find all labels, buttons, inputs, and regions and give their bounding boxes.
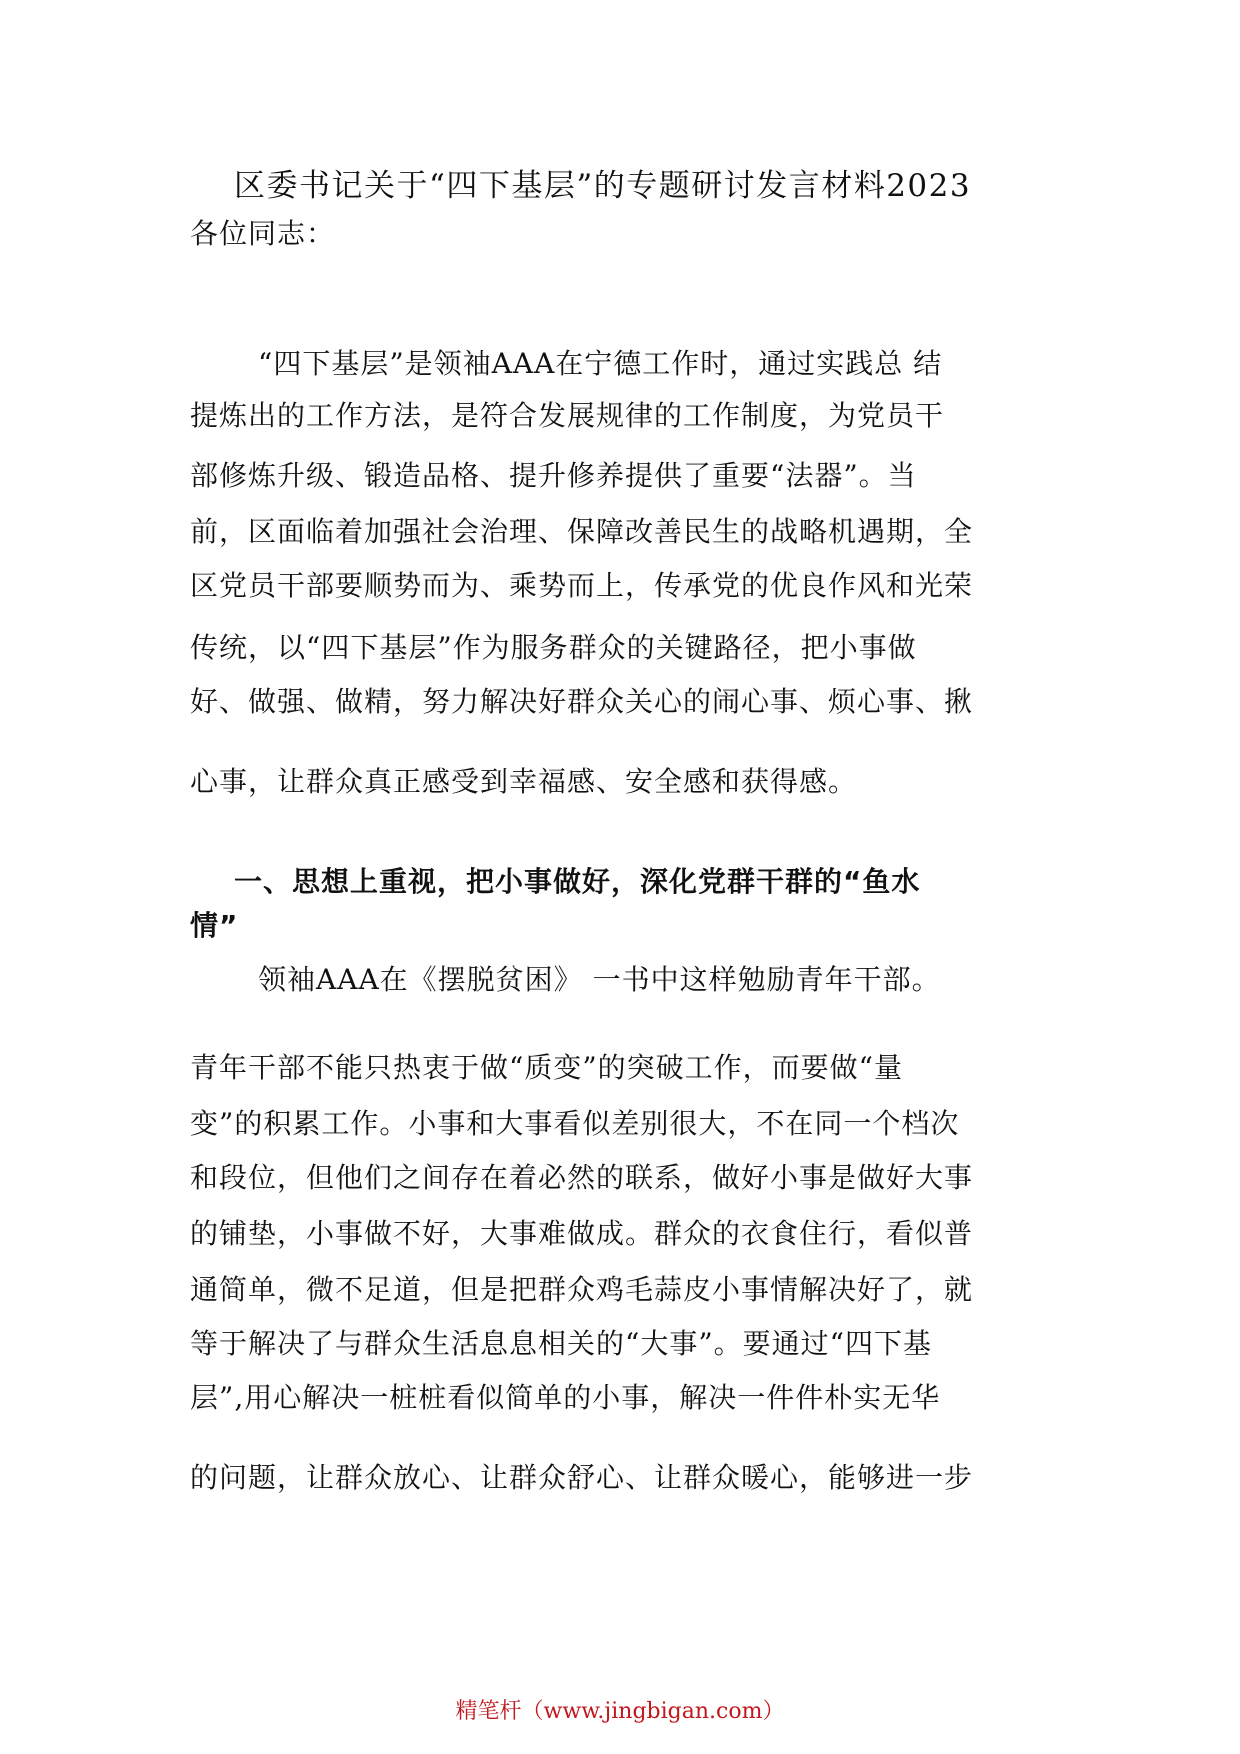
intro-line: “四下基层”是领袖AAA在宁德工作时，通过实践总 结 (258, 347, 943, 380)
intro-line: 传统，以“四下基层”作为服务群众的关键路径，把小事做 (190, 631, 917, 664)
intro-line: 心事，让群众真正感受到幸福感、安全感和获得感。 (190, 765, 858, 798)
quote-intro: 领袖AAA在《摆脱贫困》 一书中这样勉励青年干部。 (258, 963, 941, 996)
section-line: 的问题，让群众放心、让群众舒心、让群众暖心，能够进一步 (190, 1461, 974, 1494)
section-line: 等于解决了与群众生活息息相关的“大事”。要通过“四下基 (190, 1327, 932, 1360)
section-line: 的铺垫，小事做不好，大事难做成。群众的衣食住行，看似普 (190, 1217, 974, 1250)
intro-line: 前，区面临着加强社会治理、保障改善民生的战略机遇期，全 (190, 515, 974, 548)
section-line: 青年干部不能只热衷于做“质变”的突破工作，而要做“量 (190, 1051, 903, 1084)
salutation: 各位同志： (190, 217, 336, 250)
section-line: 通简单，微不足道，但是把群众鸡毛蒜皮小事情解决好了，就 (190, 1273, 974, 1306)
intro-line: 提炼出的工作方法，是符合发展规律的工作制度，为党员干 (190, 399, 945, 432)
section-line: 变”的积累工作。小事和大事看似差别很大，不在同一个档次 (190, 1107, 960, 1140)
section-heading-line: 一、思想上重视，把小事做好，深化党群干群的“鱼水 (234, 865, 921, 898)
section-line: 层”,用心解决一桩桩看似简单的小事，解决一件件朴实无华 (190, 1381, 941, 1414)
section-heading-line: 情” (190, 909, 239, 942)
footer-watermark: 精笔杆（www.jingbigan.com） (455, 1699, 785, 1724)
intro-line: 好、做强、做精，努力解决好群众关心的闹心事、烦心事、揪 (190, 685, 974, 718)
section-line: 和段位，但他们之间存在着必然的联系，做好小事是做好大事 (190, 1161, 974, 1194)
intro-line: 区党员干部要顺势而为、乘势而上，传承党的优良作风和光荣 (190, 569, 974, 602)
intro-line: 部修炼升级、锻造品格、提升修养提供了重要“法器”。当 (190, 459, 917, 492)
document-title: 区委书记关于“四下基层”的专题研讨发言材料2023 (234, 168, 972, 204)
